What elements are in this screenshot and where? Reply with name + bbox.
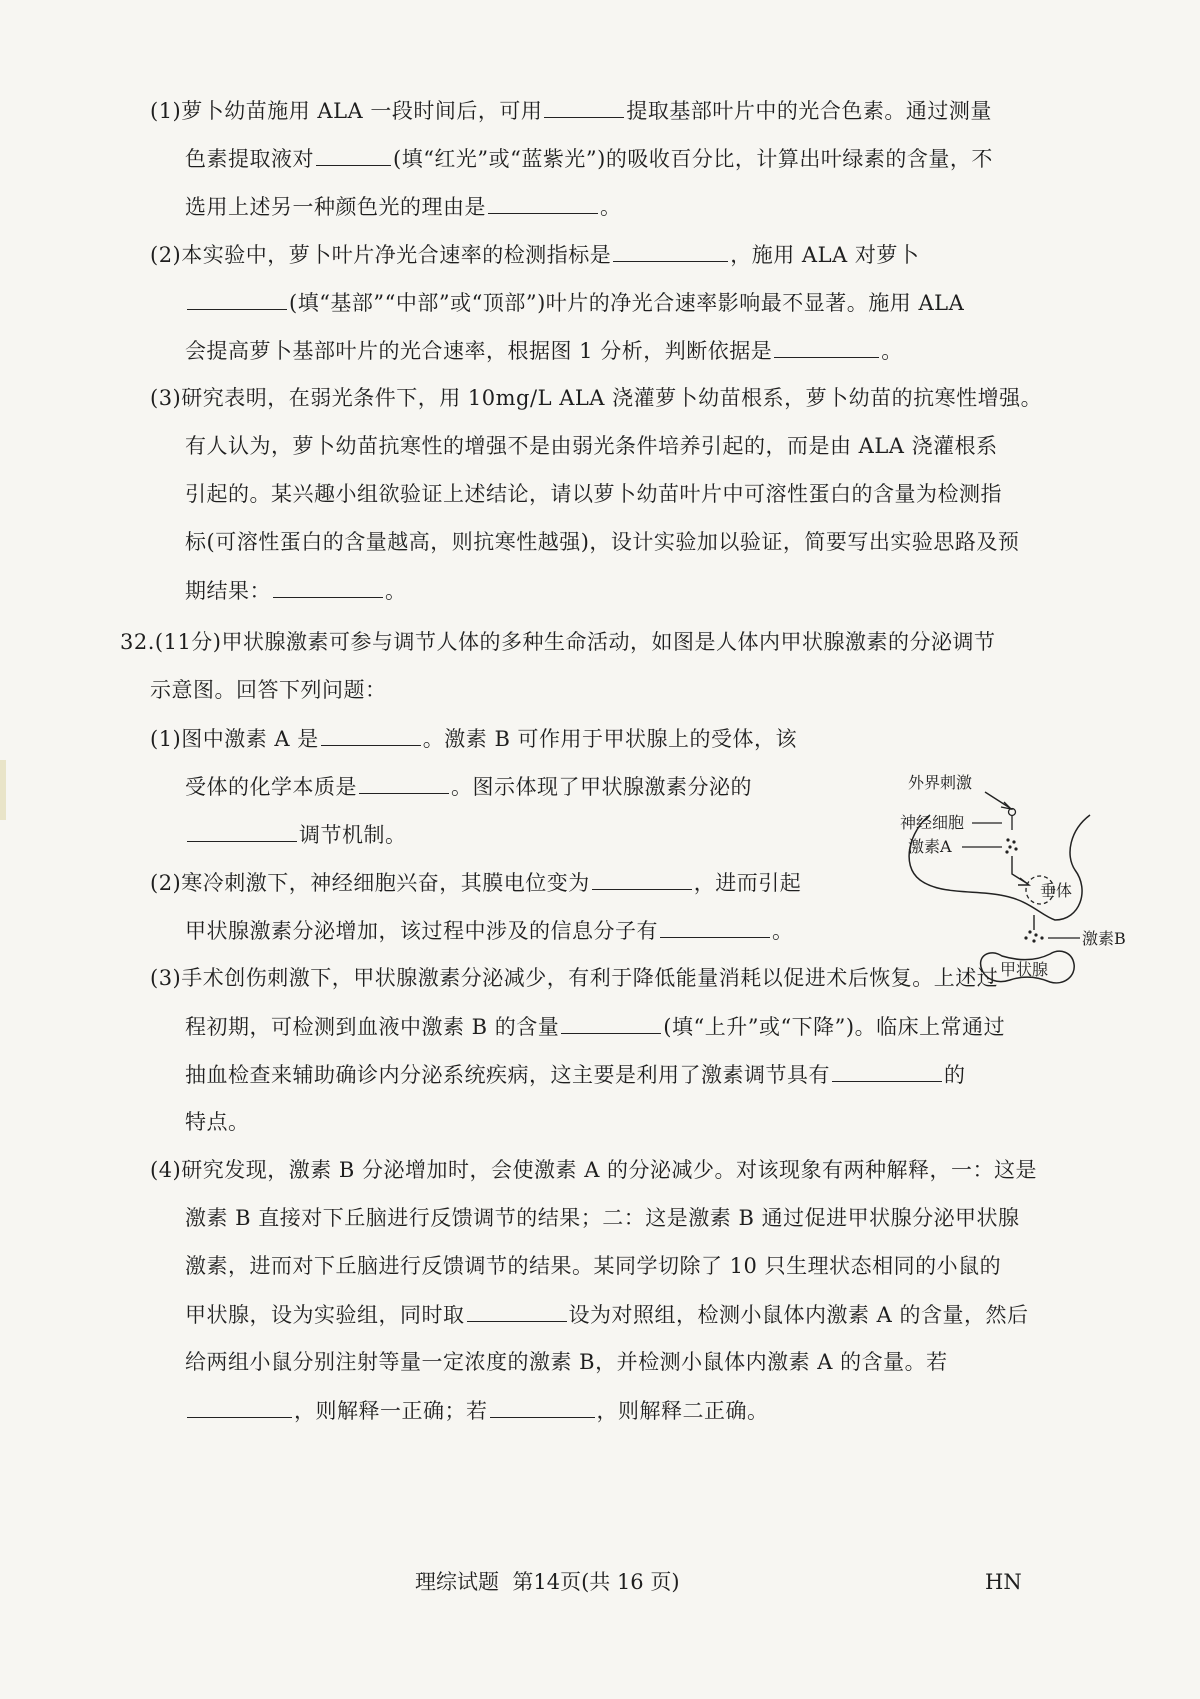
answer-blank[interactable]: [774, 335, 879, 358]
q32-part4-line2: 激素 B 直接对下丘脑进行反馈调节的结果；二：这是激素 B 通过促进甲状腺分泌甲状腺: [185, 1206, 1020, 1230]
q32-part2-line2: 甲状腺激素分泌增加，该过程中涉及的信息分子有 。: [185, 915, 794, 946]
q31-part2-line1: (2)本实验中，萝卜叶片净光合速率的检测指标是 ，施用 ALA 对萝卜: [150, 239, 919, 270]
answer-blank[interactable]: [490, 1395, 595, 1418]
page-number: 第14页(共 16 页): [512, 1570, 680, 1594]
q32-part1-line3: 调节机制。: [185, 819, 407, 850]
hypothalamus-to-pituitary-arrow: [1012, 856, 1028, 884]
q31-part3-line1: (3)研究表明，在弱光条件下，用 10mg/L ALA 浇灌萝卜幼苗根系，萝卜幼苗的抗寒性增强。: [150, 386, 1043, 410]
answer-blank[interactable]: [832, 1059, 942, 1082]
stimulus-arrow: [985, 792, 1010, 808]
answer-blank[interactable]: [321, 723, 421, 746]
q31-part1-line3: 选用上述另一种颜色光的理由是 。: [185, 191, 622, 222]
footer-title: 理综试题 第14页(共 16 页): [415, 1570, 680, 1594]
q32-part3-line3: 抽血检查来辅助确诊内分泌系统疾病，这主要是利用了激素调节具有 的: [185, 1059, 966, 1090]
footer-code: HN: [985, 1570, 1022, 1594]
q31-part1-line1: (1)萝卜幼苗施用 ALA 一段时间后，可用 提取基部叶片中的光合色素。通过测量: [150, 95, 992, 126]
q31-part1-line2: 色素提取液对 (填“红光”或“蓝紫光”)的吸收百分比，计算出叶绿素的含量，不: [185, 143, 993, 174]
q32-part1-line1: (1)图中激素 A 是 。激素 B 可作用于甲状腺上的受体，该: [150, 723, 797, 754]
hormone-b-dots: [1024, 930, 1043, 942]
page-edge-mark: [0, 760, 6, 820]
hormone-a-dots: [1005, 838, 1017, 853]
thyroid-regulation-diagram: [890, 770, 1140, 1005]
answer-blank[interactable]: [359, 771, 449, 794]
q32-intro-line1: 32.(11分)甲状腺激素可参与调节人体的多种生命活动，如图是人体内甲状腺激素的分泌调节: [120, 630, 996, 654]
q32-part3-line4: 特点。: [185, 1110, 250, 1134]
q32-part3-line2: 程初期，可检测到血液中激素 B 的含量 (填“上升”或“下降”)。临床上常通过: [185, 1011, 1005, 1042]
q32-part4-line4: 甲状腺，设为实验组，同时取 设为对照组，检测小鼠体内激素 A 的含量，然后: [185, 1299, 1029, 1330]
q31-part3-line5: 期结果： 。: [185, 575, 407, 606]
answer-blank[interactable]: [187, 819, 297, 842]
q31-part3-line4: 标(可溶性蛋白的含量越高，则抗寒性越强)，设计实验加以验证，简要写出实验思路及预: [185, 530, 1020, 554]
answer-blank[interactable]: [592, 867, 692, 890]
q31-part3-line2: 有人认为，萝卜幼苗抗寒性的增强不是由弱光条件培养引起的，而是由 ALA 浇灌根系: [185, 434, 998, 458]
q32-part4-line3: 激素，进而对下丘脑进行反馈调节的结果。某同学切除了 10 只生理状态相同的小鼠的: [185, 1254, 1002, 1278]
q32-part1-line2: 受体的化学本质是 。图示体现了甲状腺激素分泌的: [185, 771, 752, 802]
answer-blank[interactable]: [488, 191, 598, 214]
q31-part2-line2: (填“基部”“中部”或“顶部”)叶片的净光合速率影响最不显著。施用 ALA: [185, 287, 964, 318]
answer-blank[interactable]: [544, 95, 624, 118]
answer-blank[interactable]: [187, 287, 287, 310]
q32-part4-line5: 给两组小鼠分别注射等量一定浓度的激素 B，并检测小鼠体内激素 A 的含量。若: [185, 1350, 948, 1374]
q32-part2-line1: (2)寒冷刺激下，神经细胞兴奋，其膜电位变为 ，进而引起: [150, 867, 801, 898]
q32-part4-line6: ，则解释一正确；若 ，则解释二正确。: [185, 1395, 769, 1426]
thyroid-label: 甲状腺: [1000, 960, 1049, 979]
q32-part4-line1: (4)研究发现，激素 B 分泌增加时，会使激素 A 的分泌减少。对该现象有两种解释，一：这是: [150, 1158, 1038, 1182]
answer-blank[interactable]: [613, 239, 728, 262]
answer-blank[interactable]: [273, 575, 383, 598]
answer-blank[interactable]: [660, 915, 770, 938]
neuron-label: 神经细胞: [900, 813, 965, 832]
answer-blank[interactable]: [316, 143, 391, 166]
pituitary-label: 垂体: [1040, 881, 1073, 900]
q31-part2-line3: 会提高萝卜基部叶片的光合速率，根据图 1 分析，判断依据是 。: [185, 335, 903, 366]
hormone-b-label: 激素B: [1082, 929, 1126, 948]
answer-blank[interactable]: [187, 1395, 292, 1418]
q32-intro-line2: 示意图。回答下列问题：: [150, 678, 387, 702]
hormone-a-label: 激素A: [908, 837, 952, 856]
stimulus-label: 外界刺激: [908, 773, 973, 792]
q31-part3-line3: 引起的。某兴趣小组欲验证上述结论，请以萝卜幼苗叶片中可溶性蛋白的含量为检测指: [185, 482, 1002, 506]
answer-blank[interactable]: [467, 1299, 567, 1322]
answer-blank[interactable]: [561, 1011, 661, 1034]
q32-part3-line1: (3)手术创伤刺激下，甲状腺激素分泌减少，有利于降低能量消耗以促进术后恢复。上述过: [150, 966, 999, 990]
